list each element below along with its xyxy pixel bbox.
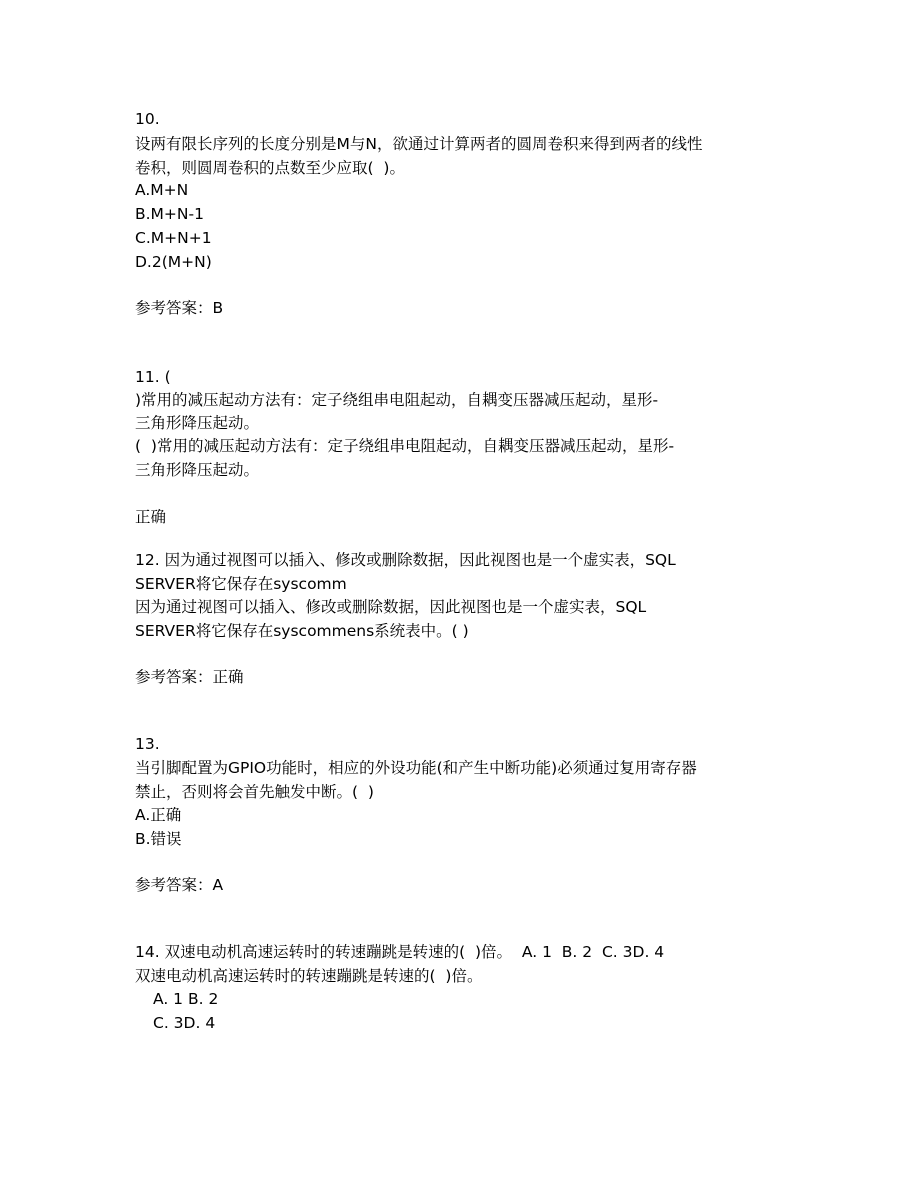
q12-answer: 参考答案：正确 (135, 668, 244, 686)
q13-answer: 参考答案：A (135, 876, 224, 894)
q14-line2: 双速电动机高速运转时的转速蹦跳是转速的( )倍。 (135, 967, 483, 985)
q11-line3: ( )常用的减压起动方法有：定子绕组串电阻起动，自耦变压器减压起动，星形- (135, 437, 675, 455)
q12-line3: 因为通过视图可以插入、修改或删除数据，因此视图也是一个虚实表，SQL (135, 598, 647, 616)
q10-option-c: C.M+N+1 (135, 229, 212, 247)
q13-option-a: A.正确 (135, 806, 182, 824)
q10-stem-line2: 卷积，则圆周卷积的点数至少应取( )。 (135, 159, 405, 177)
q10-option-b: B.M+N-1 (135, 205, 204, 223)
q14-options-cd: C. 3D. 4 (153, 1014, 216, 1032)
q10-number: 10. (135, 110, 160, 128)
q12-line2: SERVER将它保存在syscomm (135, 575, 347, 593)
q10-option-a: A.M+N (135, 181, 189, 199)
q12-line1: 12. 因为通过视图可以插入、修改或删除数据，因此视图也是一个虚实表，SQL (135, 551, 676, 569)
q11-line4: 三角形降压起动。 (135, 461, 260, 479)
q10-stem-line1: 设两有限长序列的长度分别是M与N，欲通过计算两者的圆周卷积来得到两者的线性 (135, 135, 703, 153)
q13-option-b: B.错误 (135, 830, 182, 848)
q11-line2: 三角形降压起动。 (135, 414, 260, 432)
q10-answer: 参考答案：B (135, 299, 224, 317)
q13-stem-line2: 禁止，否则将会首先触发中断。( ) (135, 783, 374, 801)
q10-option-d: D.2(M+N) (135, 253, 212, 271)
q11-number: 11. ( (135, 368, 171, 386)
q11-answer: 正确 (135, 508, 167, 526)
q14-options-ab: A. 1 B. 2 (153, 990, 219, 1008)
q14-line1: 14. 双速电动机高速运转时的转速蹦跳是转速的( )倍。 A. 1 B. 2 C. 3D. 4 (135, 943, 665, 961)
q13-number: 13. (135, 735, 160, 753)
q11-line1: )常用的减压起动方法有：定子绕组串电阻起动，自耦变压器减压起动，星形- (135, 391, 659, 409)
q13-stem-line1: 当引脚配置为GPIO功能时，相应的外设功能(和产生中断功能)必须通过复用寄存器 (135, 759, 697, 777)
q12-line4: SERVER将它保存在syscommens系统表中。( ) (135, 622, 469, 640)
